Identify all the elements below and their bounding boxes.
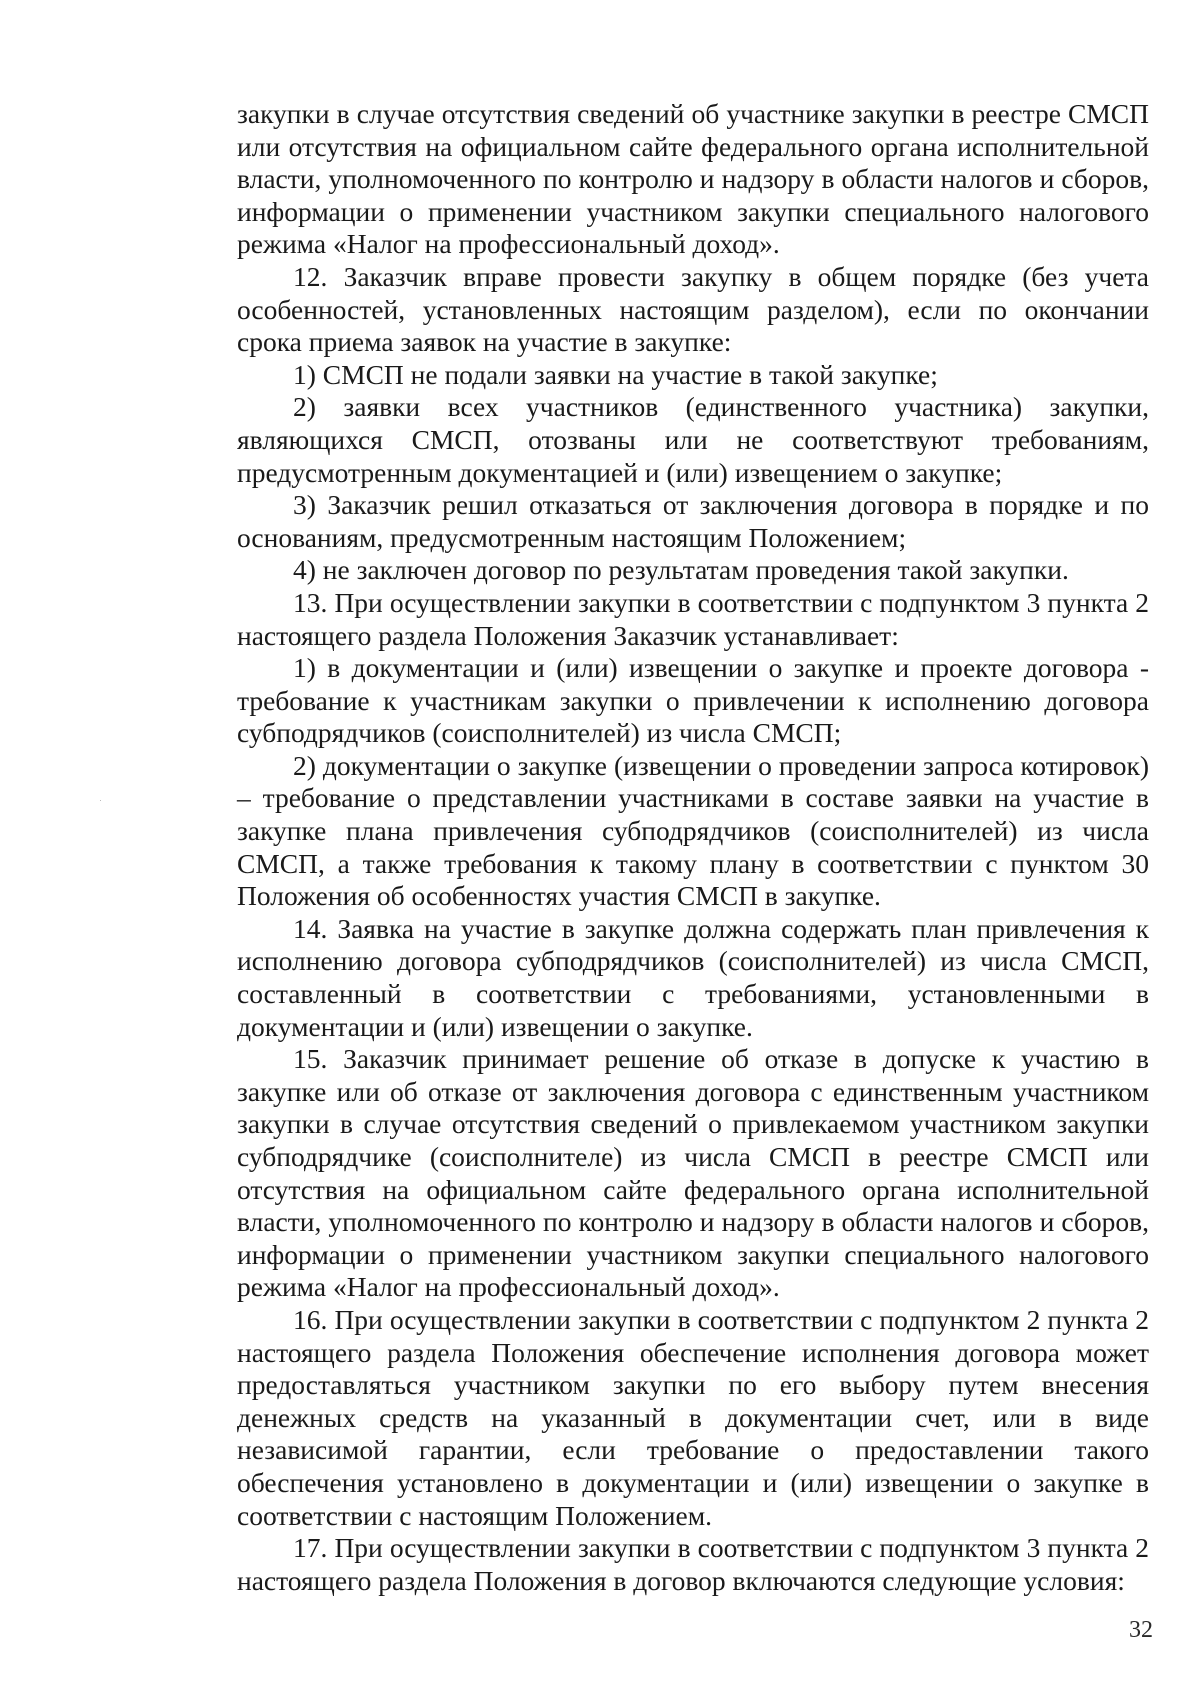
scan-artifact xyxy=(100,800,101,801)
paragraph-subitem-13-2: 2) документации о закупке (извещении о проведении запроса котировок) – требование о представлении участниками в составе заявки на участие в закупке плана привлечения субподрядчиков (соисполнителей) из числа СМСП, а также требования к такому плану в соответствии с пунктом 30 Положения об особенностях участия СМСП в закупке. xyxy=(237,749,1149,912)
paragraph-subitem-12-2: 2) заявки всех участников (единственного участника) закупки, являющихся СМСП, отозваны или не соответствуют требованиям, предусмотренным документацией и (или) извещением о закупке; xyxy=(237,391,1149,488)
document-body xyxy=(237,98,1149,1597)
paragraph-item-13: 13. При осуществлении закупки в соответствии с подпунктом 3 пункта 2 настоящего раздела Положения Заказчик устанавливает: xyxy=(237,586,1149,651)
paragraph-subitem-12-4: 4) не заключен договор по результатам проведения такой закупки. xyxy=(293,554,1069,586)
paragraph-subitem-13-1: 1) в документации и (или) извещении о закупке и проекте договора - требование к участникам закупки о привлечении к исполнению договора субподрядчиков (соисполнителей) из числа СМСП; xyxy=(237,652,1149,749)
paragraph-item-15: 15. Заказчик принимает решение об отказе в допуске к участию в закупке или об отказе от заключения договора с единственным участником закупки в случае отсутствия сведений о привлекаемом участником закупки субподрядчике (соисполнителе) из числа СМСП в реестре СМСП или отсутствия на официальном сайте федерального органа исполнительной власти, уполномоченного по контролю и надзору в области налогов и сборов, информации о применении участником закупки специального налогового режима «Налог на профессиональный доход». xyxy=(237,1043,1149,1303)
paragraph-item-17: 17. При осуществлении закупки в соответствии с подпунктом 3 пункта 2 настоящего раздела Положения в договор включаются следующие условия: xyxy=(237,1532,1149,1596)
paragraph-subitem-12-3: 3) Заказчик решил отказаться от заключения договора в порядке и по основаниям, предусмотренным настоящим Положением; xyxy=(237,489,1149,553)
paragraph-item-14: 14. Заявка на участие в закупке должна содержать план привлечения к исполнению договора субподрядчиков (соисполнителей) из числа СМСП, составленный в соответствии с требованиями, установленными в документации и (или) извещении о закупке. xyxy=(237,912,1149,1042)
paragraph-item-16: 16. При осуществлении закупки в соответствии с подпунктом 2 пункта 2 настоящего раздела Положения обеспечение исполнения договора может предоставляться участником закупки по его выбору путем внесения денежных средств на указанный в документации счет, или в виде независимой гарантии, если требование о предоставлении такого обеспечения установлено в документации и (или) извещении о закупке в соответствии с настоящим Положением. xyxy=(237,1303,1149,1531)
paragraph-subitem-12-1: 1) СМСП не подали заявки на участие в такой закупке; xyxy=(293,358,938,390)
paragraph-continuation: закупки в случае отсутствия сведений об участнике закупки в реестре СМСП или отсутствия на официальном сайте федерального органа исполнительной власти, уполномоченного по контролю и надзору в области налогов и сборов, информации о применении участником закупки специального налогового режима «Налог на профессиональный доход». xyxy=(237,98,1149,260)
page-number: 32 xyxy=(1129,1617,1153,1643)
paragraph-item-12: 12. Заказчик вправе провести закупку в общем порядке (без учета особенностей, установленных настоящим разделом), если по окончании срока приема заявок на участие в закупке: xyxy=(237,260,1149,358)
